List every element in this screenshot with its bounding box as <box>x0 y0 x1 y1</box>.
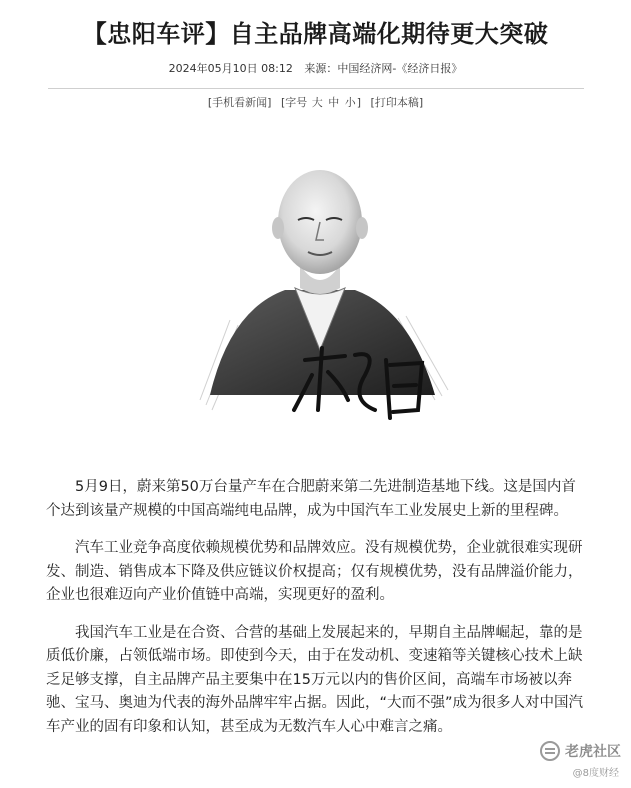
article-tools <box>0 94 631 110</box>
print-link[interactable]: [打印本稿] <box>370 96 424 109</box>
paragraph: 我国汽车工业是在合资、合营的基础上发展起来的，早期自主品牌崛起，靠的是质低价廉，占领低端市场。即使到今天，由于在发动机、变速箱等关键核心技术上缺乏足够支撑，自主品牌产品主要集中在15万元以内的售价区间，高端车市场被以奔驰、宝马、奥迪为代表的海外品牌牢牢占据。因此，“大而不强”成为很多人对中国汽车产业的固有印象和认知，甚至成为无数汽车人心中难言之痛。 <box>46 624 584 735</box>
font-large-link[interactable]: 大 <box>311 96 323 109</box>
author-portrait <box>190 160 450 450</box>
font-size-label: [字号 <box>280 96 308 109</box>
font-medium-link[interactable]: 中 <box>328 96 340 109</box>
watermark <box>539 740 621 762</box>
paragraph: 5月9日，蔚来第50万台量产车在合肥蔚来第二先进制造基地下线。这是国内首个达到该量产规模的中国高端纯电品牌，成为中国汽车工业发展史上新的里程碑。 <box>46 479 576 519</box>
font-small-link[interactable]: 小 <box>344 96 356 109</box>
watermark-account: @8度财经 <box>572 768 619 779</box>
divider <box>48 88 584 89</box>
article-body <box>46 476 586 753</box>
font-size-close: ] <box>356 96 362 109</box>
tiger-logo-icon <box>539 740 561 762</box>
paragraph: 汽车工业竞争高度依赖规模优势和品牌效应。没有规模优势，企业就很难实现研发、制造、销售成本下降及供应链议价权提高；仅有规模优势，没有品牌溢价能力，企业也很难迈向产业价值链中高端，实现更好的盈利。 <box>46 540 583 603</box>
watermark-brand: 老虎社区 <box>565 744 621 760</box>
article-source: 来源：中国经济网-《经济日报》 <box>304 62 463 75</box>
mobile-view-link[interactable]: [手机看新闻] <box>207 96 272 109</box>
font-size-control <box>281 96 361 109</box>
article-date: 2024年05月10日 08:12 <box>168 62 293 75</box>
article-meta <box>0 60 631 76</box>
article-title: 【忠阳车评】自主品牌高端化期待更大突破 <box>82 20 549 48</box>
